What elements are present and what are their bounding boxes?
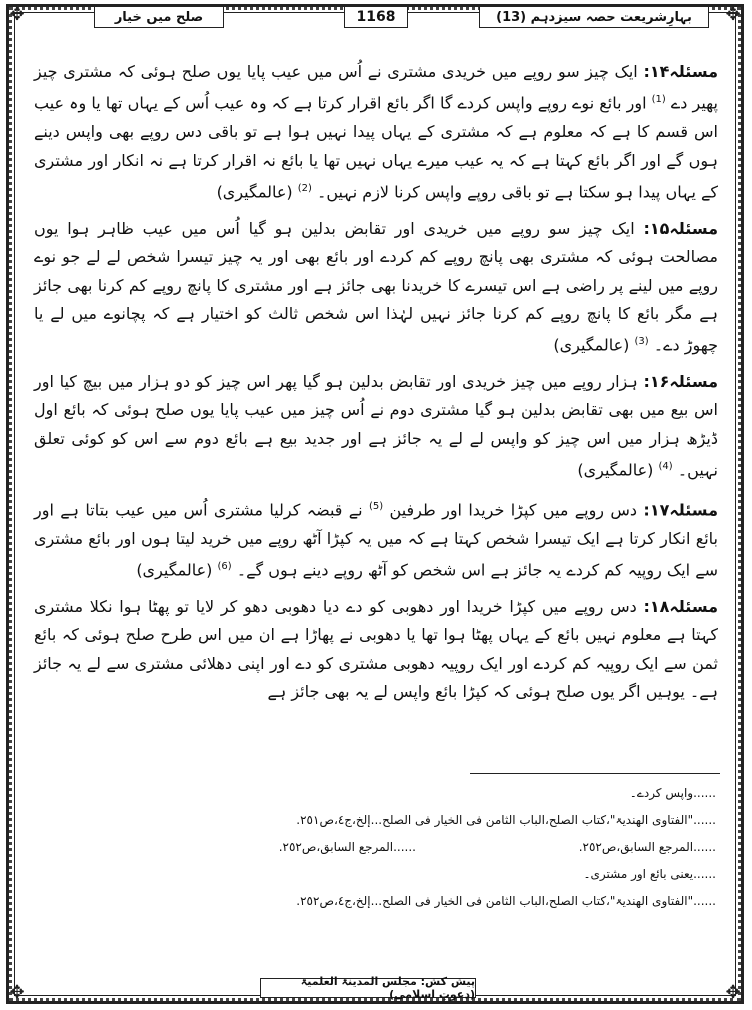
footnote-ref[interactable]: (2)	[297, 182, 312, 194]
chapter-title: صلح میں خیار	[94, 6, 224, 28]
publisher-footer: پیش کش: مجلس المدینۃ العلمیۃ (دعوتِ اسلامی)	[260, 978, 476, 998]
masala-label: مسئلہ۱۵:	[643, 218, 718, 238]
source-citation: (عالمگیری)	[136, 560, 213, 580]
footnote-3: ......المرجع السابق،ص٢٥٢.	[578, 840, 716, 854]
corner-ornament-icon: ✥	[9, 982, 25, 1003]
masala-text: ایک چیز سو روپے میں خریدی مشتری نے اُس میں عیب پایا یوں صلح ہوئی کہ مشتری چیز پھیر دے	[34, 62, 718, 113]
book-title: بہارِشریعت حصہ سیزدہم (13)	[479, 6, 709, 28]
masala-14	[34, 58, 718, 207]
source-citation: (عالمگیری)	[216, 182, 293, 202]
masala-16	[34, 368, 718, 485]
masala-text: نے قبضہ کرلیا مشتری اُس میں عیب بتاتا ہے اور بائع انکار کرتا ہے ایک تیسرا شخص کہتا ہے کہ میں یہ کپڑا آٹھ روپے میں خرید لیتا ہوں اور بائع مشتری سے ایک روپیہ کم کردے یہ جائز ہے اس شخص کو آٹھ روپے دینے ہوں گے۔	[34, 500, 718, 580]
masala-label: مسئلہ۱۸:	[643, 596, 718, 616]
corner-ornament-icon: ✥	[725, 982, 741, 1003]
masala-text: دس روپے میں کپڑا خریدا اور دھوبی کو دے دیا دھوبی دھو کر لایا تو پھٹا ہوا نکلا مشتری کہتا ہے معلوم نہیں بائع کے یہاں پھٹا ہوا تھا یا دھوبی نے پھاڑا ہے ان میں اس طرح صلح ہوئی کہ بائع ثمن سے ایک روپیہ کم کردے اور ایک روپیہ دھوبی مشتری کو دے اور اپنی دھلائی مشتری سے لے یہ جائز ہے۔ یوہیں اگر یوں صلح ہوئی کہ کپڑا بائع واپس لے یہ بھی جائز ہے	[34, 596, 718, 702]
source-citation: (عالمگیری)	[553, 335, 630, 355]
source-citation: (عالمگیری)	[577, 460, 654, 480]
masala-text: ہزار روپے میں چیز خریدی اور تقابض بدلین ہو گیا پھر اس چیز کو دو ہزار میں بیچ کیا اور اس بیع میں بھی تقابض بدلین ہو گیا مشتری دوم نے اُس چیز میں عیب پایا یوں صلح ہوئی کہ بائع اول ڈیڑھ ہزار میں اس چیز کو واپس لے لے یہ جائز ہے اور جدید بیع ہے بائع دوم سے اس کو کوئی تعلق نہیں۔	[34, 372, 718, 480]
masala-label: مسئلہ۱۴:	[643, 62, 719, 81]
footnotes	[40, 780, 716, 915]
masala-text: اور بائع نوے روپے واپس کردے گا اگر بائع اقرار کرتا ہے کہ وہ عیب اُس کے یہاں تھا یا وہ عیب اس قسم کا ہے کہ معلوم ہے کہ مشتری کے یہاں پیدا نہیں ہوا ہے تو باقی دس روپے بھی واپس دینے ہوں گے اور اگر بائع کہتا ہے کہ یہ عیب میرے یہاں نہیں تھا یا بائع نہ اقرار کرتا ہے نہ انکار اور مشتری کے یہاں پیدا ہو سکتا ہے تو باقی روپے واپس کرنا لازم نہیں۔	[34, 93, 718, 202]
page-body	[34, 58, 718, 770]
footnote-1: ......واپس کردے۔	[629, 786, 716, 800]
masala-15	[34, 215, 718, 360]
footnote-ref[interactable]: (6)	[217, 561, 232, 573]
footnote-separator	[470, 773, 720, 774]
corner-ornament-icon: ✥	[9, 4, 25, 25]
page-header	[24, 6, 726, 30]
footnote-5: ......یعنی بائع اور مشتری۔	[583, 867, 716, 881]
masala-label: مسئلہ۱۶:	[643, 372, 718, 392]
footnote-6: ......"الفتاوی الھندیۃ"،کتاب الصلح،الباب الثامن فی الخیار فی الصلح...إلخ،ج٤،ص٢٥٢.	[296, 894, 716, 908]
masala-18	[34, 593, 718, 707]
masala-text: دس روپے میں کپڑا خریدا اور طرفین	[389, 500, 638, 520]
footnote-row	[40, 834, 716, 861]
page-number: 1168	[344, 6, 408, 28]
masala-text: ایک چیز سو روپے میں خریدی اور تقابض بدلین ہو گیا اُس میں عیب ظاہر ہوا یوں مصالحت ہوئی کہ مشتری بھی پانچ روپے کم کردے اور بائع بھی اور یہ چیز تیسرا شخص لے لے جو نوے روپے میں لینے پر راضی ہے اس تیسرے کا خریدنا بھی جائز ہے اور مشتری کا پانچ روپے کم کرنا بھی جائز ہے مگر بائع کا پانچ روپے کم کرنا جائز نہیں لہٰذا اس شخص ثالث کو اختیار ہے کہ پچانوے میں لے یا چھوڑ دے۔	[34, 218, 718, 355]
footnote-4: ......المرجع السابق،ص٢٥٢.	[278, 840, 416, 854]
masala-label: مسئلہ۱۷:	[643, 500, 718, 520]
footnote-ref[interactable]: (4)	[658, 461, 673, 473]
footnote-ref[interactable]: (1)	[651, 94, 666, 106]
footnote-ref[interactable]: (3)	[634, 336, 649, 348]
footnote-2: ......"الفتاوی الھندیۃ"،کتاب الصلح،الباب الثامن فی الخیار فی الصلح...إلخ،ج٤،ص٢٥١.	[296, 813, 716, 827]
footnote-ref[interactable]: (5)	[368, 501, 384, 512]
corner-ornament-icon: ✥	[725, 4, 741, 25]
masala-17	[34, 493, 718, 585]
